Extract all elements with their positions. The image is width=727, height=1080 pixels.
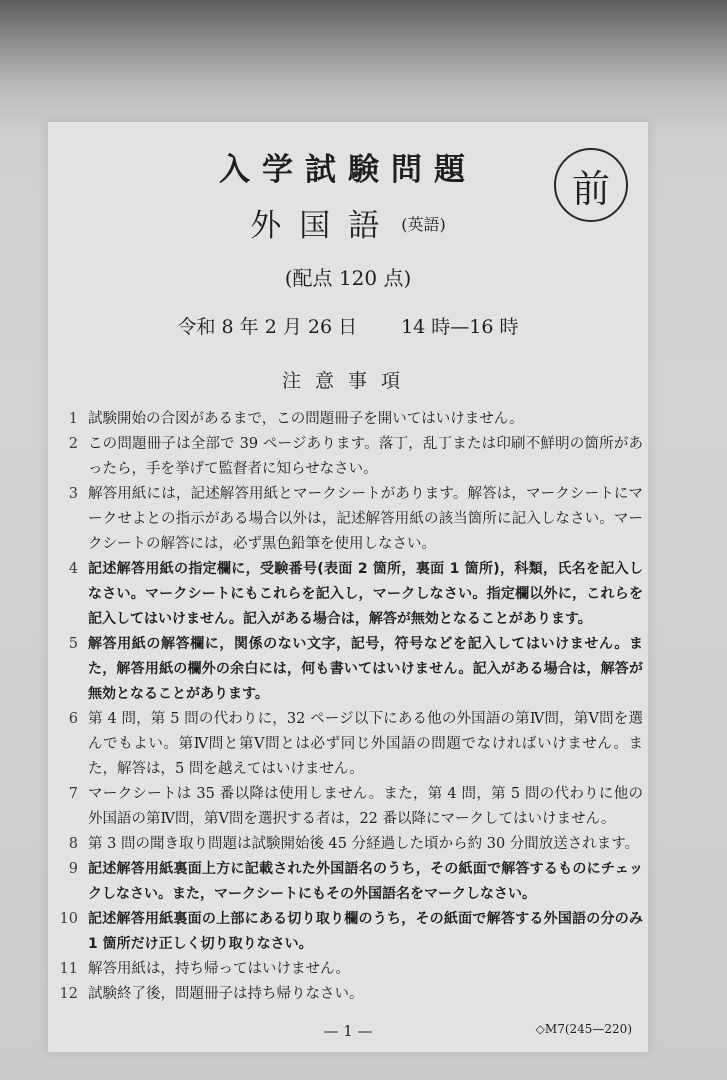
note-text: 試験終了後，問題冊子は持ち帰りなさい。 xyxy=(88,986,364,1002)
note-text: 解答用紙には，記述解答用紙とマークシートがあります。解答は，マークシートにマークせよとの指示がある場合以外は，記述解答用紙の該当箇所に記入しなさい。マークシートの解答には，必ず黒色鉛筆を使用しなさい。 xyxy=(88,486,643,552)
note-number: 5 xyxy=(68,636,78,652)
note-number: 8 xyxy=(68,836,78,852)
exam-code: ◇M7(245—220) xyxy=(535,1022,632,1036)
note-text: 記述解答用紙の指定欄に，受験番号(表面 2 箇所，裏面 1 箇所)，科類，氏名を記入しなさい。マークシートにもこれらを記入し，マークしなさい。指定欄以外に，これらを記入してはいけません。記入がある場合は，解答が無効となることがあります。 xyxy=(88,561,643,627)
note-text: 記述解答用紙裏面の上部にある切り取り欄のうち，その紙面で解答する外国語の分のみ 1 箇所だけ正しく切り取りなさい。 xyxy=(88,911,643,952)
note-number: 11 xyxy=(59,961,78,977)
note-number: 2 xyxy=(68,436,78,452)
points-allocation: (配点 120 点) xyxy=(284,266,412,290)
first-half-stamp-badge: 前 xyxy=(554,148,628,222)
page-number: — 1 — xyxy=(323,1022,373,1040)
exam-date: 令和 8 年 2 月 26 日 xyxy=(177,316,358,338)
exam-time: 14 時—16 時 xyxy=(401,316,519,338)
exam-schedule xyxy=(48,312,648,339)
subject-row xyxy=(48,200,648,245)
note-text: この問題冊子は全部で 39 ページあります。落丁，乱丁または印刷不鮮明の箇所があったら，手を挙げて監督者に知らせなさい。 xyxy=(88,436,643,477)
note-text: 解答用紙は，持ち帰ってはいけません。 xyxy=(88,961,350,977)
note-text: 試験開始の合図があるまで，この問題冊子を開いてはいけません。 xyxy=(88,411,524,427)
subject-name: 外国語 xyxy=(250,208,398,244)
note-number: 9 xyxy=(68,861,78,877)
exam-cover-page xyxy=(48,122,648,1052)
note-number: 7 xyxy=(68,786,78,802)
notes-heading: 注意事項 xyxy=(281,370,414,392)
note-number: 4 xyxy=(68,561,78,577)
note-text: マークシートは 35 番以降は使用しません。また，第 4 問，第 5 問の代わりに他の外国語の第Ⅳ問，第Ⅴ問を選択する者は，22 番以降にマークしてはいけません。 xyxy=(88,786,643,827)
note-number: 10 xyxy=(59,911,78,927)
note-number: 3 xyxy=(68,486,78,502)
note-number: 6 xyxy=(68,711,78,727)
note-text: 解答用紙の解答欄に，関係のない文字，記号，符号などを記入してはいけません。また，解答用紙の欄外の余白には，何も書いてはいけません。記入がある場合は，解答が無効となることがあります。 xyxy=(88,636,643,702)
subject-language: (英語) xyxy=(401,215,446,234)
note-text: 第 3 問の聞き取り問題は試験開始後 45 分経過した頃から約 30 分間放送されます。 xyxy=(88,836,640,852)
note-text: 記述解答用紙裏面上方に記載された外国語名のうち，その紙面で解答するものにチェックしなさい。また，マークシートにもその外国語名をマークしなさい。 xyxy=(88,861,643,902)
note-number: 1 xyxy=(68,411,78,427)
note-number: 12 xyxy=(59,986,78,1002)
note-text: 第 4 問，第 5 問の代わりに，32 ページ以下にある他の外国語の第Ⅳ問，第Ⅴ問を選んでもよい。第Ⅳ問と第Ⅴ問とは必ず同じ外国語の問題でなければいけません。また，解答は，5 問を越えてはいけません。 xyxy=(88,711,643,777)
exam-title: 入学試験問題 xyxy=(219,152,477,188)
